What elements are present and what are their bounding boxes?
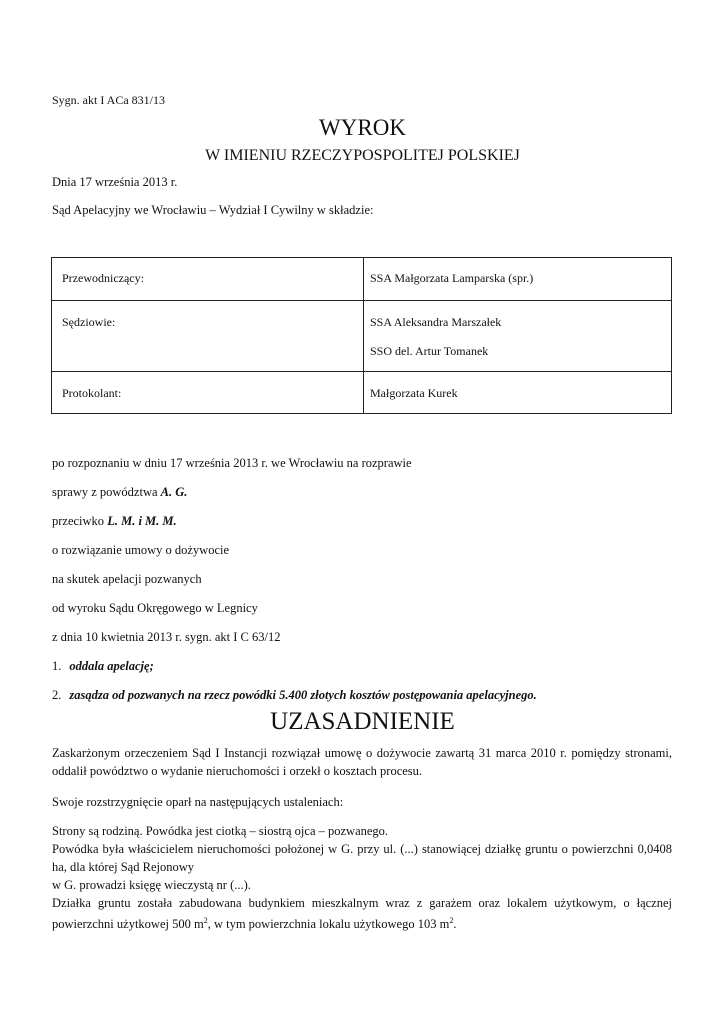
- proceedings-line-2: [52, 485, 187, 500]
- chair-label: Przewodniczący:: [62, 271, 144, 285]
- proceedings-line-7: z dnia 10 kwietnia 2013 r. sygn. akt I C 63/12: [52, 630, 281, 644]
- superscript: 2: [449, 916, 454, 925]
- judge-2: SSO del. Artur Tomanek: [370, 344, 489, 358]
- chair-value: SSA Małgorzata Lamparska (spr.): [370, 271, 534, 285]
- court-composition: Sąd Apelacyjny we Wrocławiu – Wydział I Cywilny w składzie:: [52, 203, 374, 217]
- defendants-names: L. M. i M. M.: [107, 514, 177, 528]
- justification-heading: UZASADNIENIE: [270, 708, 455, 735]
- judge-1: SSA Aleksandra Marszałek: [370, 315, 502, 329]
- decision-text: oddala apelację;: [69, 659, 154, 673]
- area-text: Działka gruntu została zabudowana budynkiem mieszkalnym wraz z garażem oraz lokalem użytkowym, o łącznej powierzchni użytkowej 500 m: [52, 896, 672, 932]
- court-panel-table: [51, 257, 672, 414]
- table-row-divider: [52, 300, 671, 301]
- proceedings-line-3: [52, 514, 177, 529]
- judges-label: Sędziowie:: [62, 315, 116, 329]
- claim-prefix: sprawy z powództwa: [52, 485, 161, 499]
- clerk-value: Małgorzata Kurek: [370, 386, 458, 400]
- case-signature: Sygn. akt I ACa 831/13: [52, 93, 165, 107]
- table-column-divider: [363, 258, 364, 413]
- area-text: .: [453, 917, 457, 932]
- paragraph-line: [52, 894, 672, 933]
- decision-number: 1.: [52, 659, 62, 673]
- superscript: 2: [203, 916, 208, 925]
- proceedings-line-4: o rozwiązanie umowy o dożywocie: [52, 543, 230, 557]
- decision-number: 2.: [52, 688, 62, 702]
- judgment-title: WYROK: [319, 115, 406, 140]
- area-text: , w tym powierzchnia lokalu użytkowego 103 m: [207, 917, 450, 932]
- proceedings-line-5: na skutek apelacji pozwanych: [52, 572, 202, 586]
- paragraph-line: w G. prowadzi księgę wieczystą nr (...).: [52, 878, 251, 892]
- judgment-date: Dnia 17 września 2013 r.: [52, 175, 178, 189]
- table-row-divider: [52, 371, 671, 372]
- decision-text: zasądza od pozwanych na rzecz powódki 5.400 złotych kosztów postępowania apelacyjnego.: [69, 688, 537, 702]
- plaintiff-name: A. G.: [160, 485, 188, 499]
- judgment-subtitle: W IMIENIU RZECZYPOSPOLITEJ POLSKIEJ: [205, 147, 520, 164]
- clerk-label: Protokolant:: [62, 386, 122, 400]
- against-prefix: przeciwko: [52, 514, 108, 528]
- justification-paragraph-2: Swoje rozstrzygnięcie oparł na następujących ustaleniach:: [52, 795, 344, 809]
- proceedings-line-1: po rozpoznaniu w dniu 17 września 2013 r. we Wrocławiu na rozprawie: [52, 456, 412, 470]
- paragraph-line: Powódka była właścicielem nieruchomości położonej w G. przy ul. (...) stanowiącej działkę gruntu o powierzchni 0,0408 ha, dla której Sąd Rejonowy: [52, 842, 672, 874]
- decision-item-2: [52, 688, 537, 703]
- proceedings-line-6: od wyroku Sądu Okręgowego w Legnicy: [52, 601, 258, 615]
- justification-paragraph-3: [52, 822, 672, 933]
- paragraph-line: Strony są rodziną. Powódka jest ciotką – siostrą ojca – pozwanego.: [52, 824, 389, 838]
- justification-paragraph-1: Zaskarżonym orzeczeniem Sąd I Instancji rozwiązał umowę o dożywocie zawartą 31 marca 2010 r. pomiędzy stronami, oddalił powództwo o wydanie nieruchomości i orzekł o kosztach procesu.: [52, 746, 672, 778]
- decision-item-1: [52, 659, 154, 674]
